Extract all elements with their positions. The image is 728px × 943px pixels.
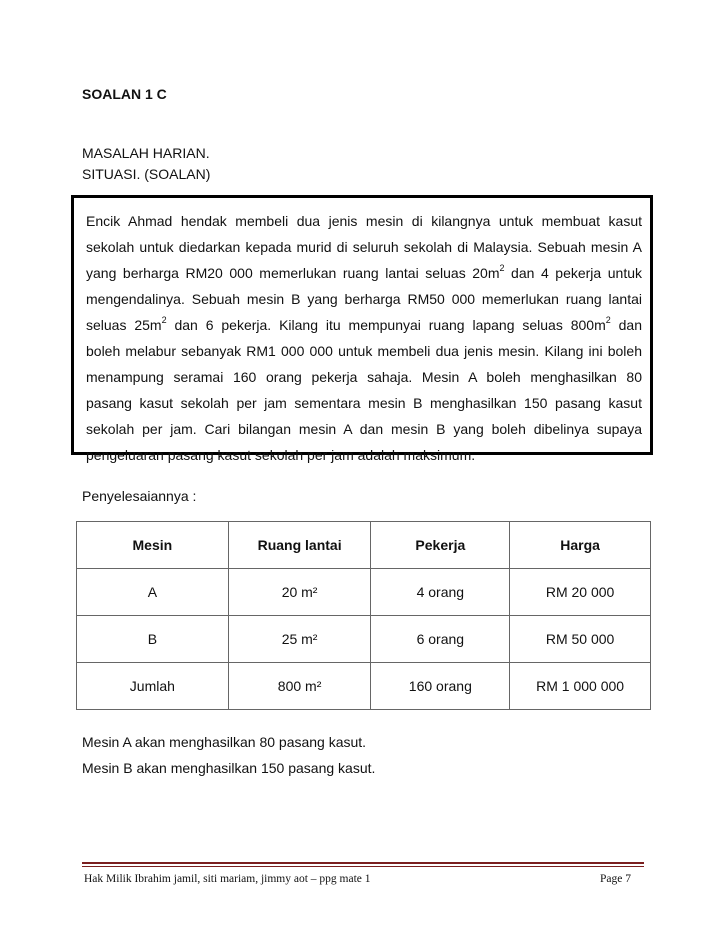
table-cell: RM 50 000 xyxy=(510,616,651,663)
problem-line: boleh melabur sebanyak RM1 000 000 untuk membeli dua jenis mesin. Kilang ini boleh xyxy=(86,343,642,359)
problem-text xyxy=(86,208,642,468)
table-cell: 800 m² xyxy=(228,663,371,710)
question-title: SOALAN 1 C xyxy=(82,86,167,102)
problem-line: mengendalinya. Sebuah mesin B yang berharga RM50 000 memerlukan ruang lantai xyxy=(86,291,642,307)
problem-box xyxy=(71,195,653,463)
problem-line: sekolah per jam. Cari bilangan mesin A dan mesin B yang boleh dibelinya supaya xyxy=(86,421,642,437)
table-cell: 6 orang xyxy=(371,616,510,663)
solution-label: Penyelesaiannya : xyxy=(82,488,197,504)
column-header: Mesin xyxy=(77,522,229,569)
table-cell: A xyxy=(77,569,229,616)
column-header: Harga xyxy=(510,522,651,569)
footer-divider-thin xyxy=(82,866,644,867)
problem-line: menampung seramai 160 orang pekerja sahaja. Mesin A boleh menghasilkan 80 xyxy=(86,369,642,385)
problem-text-segment: yang berharga RM20 000 memerlukan ruang lantai seluas 20m xyxy=(86,265,500,281)
problem-text-segment: dan 6 pekerja. Kilang itu mempunyai ruang lapang seluas 800m xyxy=(166,317,606,333)
table-cell: 160 orang xyxy=(371,663,510,710)
problem-text-segment: dan 4 pekerja untuk xyxy=(504,265,642,281)
table-row xyxy=(77,616,651,663)
problem-line: pasang kasut sekolah per jam sementara mesin B menghasilkan 150 pasang kasut xyxy=(86,395,642,411)
problem-text-segment: dan xyxy=(610,317,643,333)
problem-line xyxy=(86,260,642,286)
superscript: 2 xyxy=(605,315,611,325)
table-cell: B xyxy=(77,616,229,663)
problem-line: Encik Ahmad hendak membeli dua jenis mesin di kilangnya untuk membuat kasut xyxy=(86,213,642,229)
column-header: Ruang lantai xyxy=(228,522,371,569)
problem-line: sekolah untuk diedarkan kepada murid di seluruh sekolah di Malaysia. Sebuah mesin A xyxy=(86,239,642,255)
problem-text-segment: seluas 25m xyxy=(86,317,162,333)
note-machine-a: Mesin A akan menghasilkan 80 pasang kasut. xyxy=(82,734,367,750)
problem-line: pengeluaran pasang kasut sekolah per jam adalah maksimum. xyxy=(86,447,476,463)
footer-copyright: Hak Milik Ibrahim jamil, siti mariam, jimmy aot – ppg mate 1 xyxy=(84,873,371,885)
page-number: Page 7 xyxy=(600,873,631,885)
problem-line xyxy=(86,312,642,338)
section-sublabel: SITUASI. (SOALAN) xyxy=(82,166,211,182)
table-cell: 20 m² xyxy=(228,569,371,616)
table-cell: 4 orang xyxy=(371,569,510,616)
table-row xyxy=(77,569,651,616)
machine-table xyxy=(76,521,651,710)
note-machine-b: Mesin B akan menghasilkan 150 pasang kasut. xyxy=(82,760,376,776)
table-cell: 25 m² xyxy=(228,616,371,663)
section-label: MASALAH HARIAN. xyxy=(82,145,210,161)
table-cell: RM 1 000 000 xyxy=(510,663,651,710)
footer-divider xyxy=(82,862,644,864)
column-header: Pekerja xyxy=(371,522,510,569)
superscript: 2 xyxy=(161,315,167,325)
table-cell: RM 20 000 xyxy=(510,569,651,616)
superscript: 2 xyxy=(499,263,505,273)
table-header-row xyxy=(77,522,651,569)
table-cell: Jumlah xyxy=(77,663,229,710)
table-row-total xyxy=(77,663,651,710)
